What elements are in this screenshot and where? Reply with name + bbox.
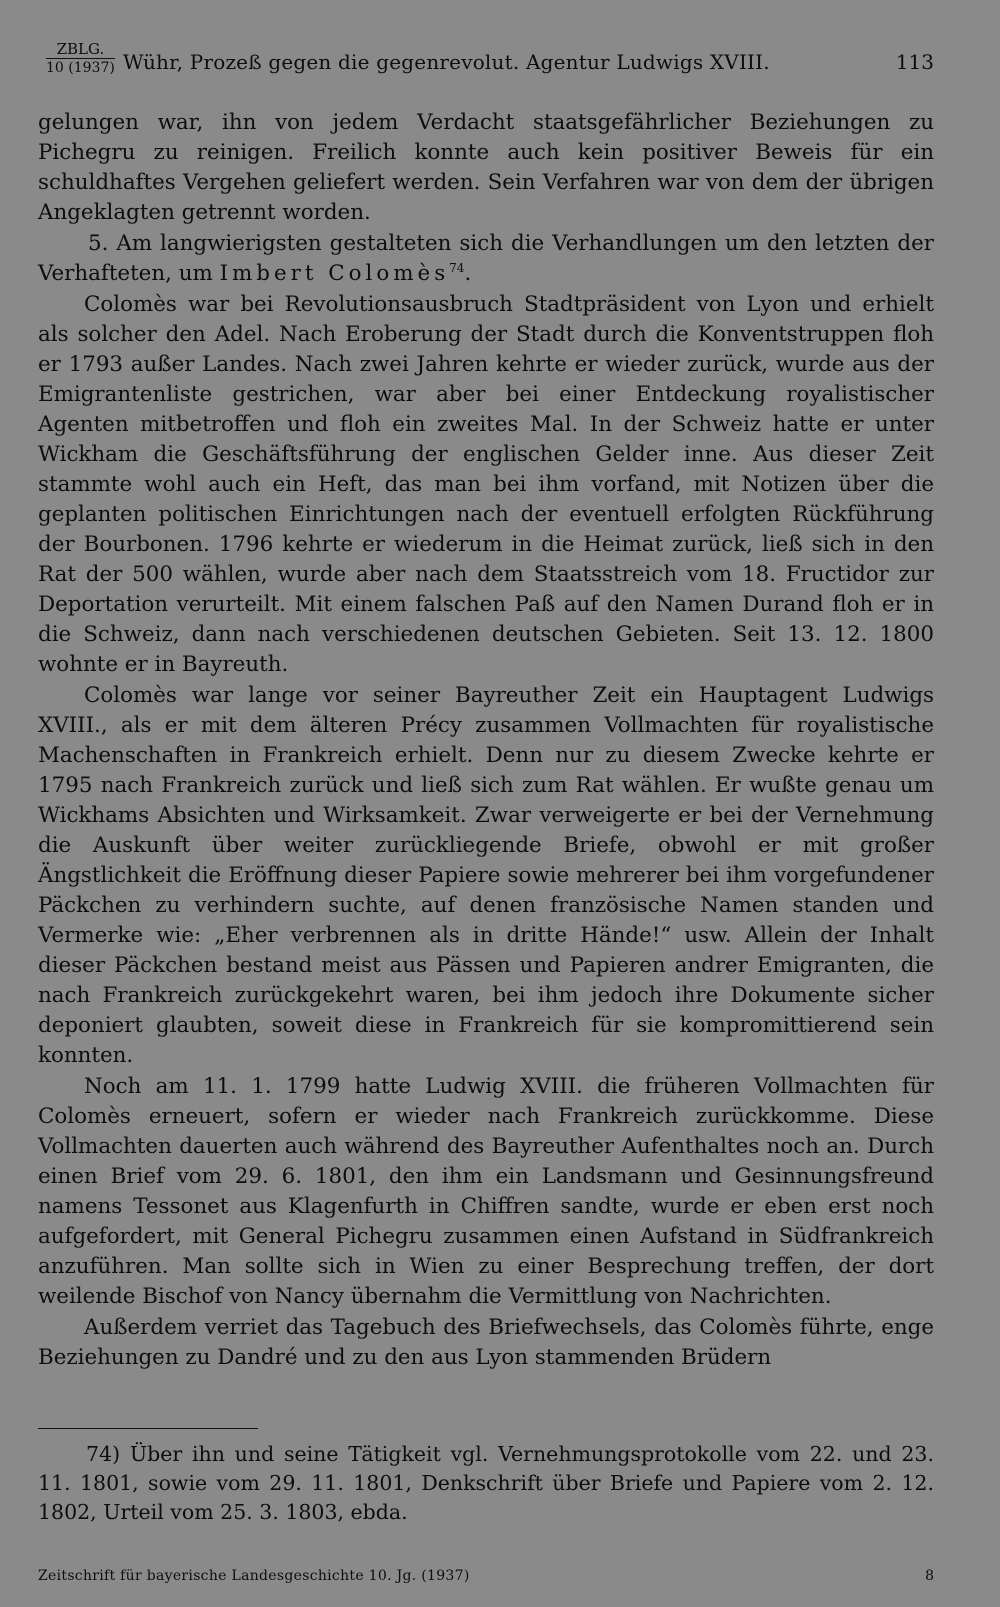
person-name: Imbert Colomès: [219, 261, 450, 286]
footnote-divider: [38, 1428, 258, 1429]
section-5-paragraph: [38, 229, 934, 289]
running-title: Wühr, Prozeß gegen die gegenrevolut. Agentur Ludwigs XVIII.: [123, 50, 770, 74]
section-5-end: .: [464, 261, 472, 286]
footnote-text: Über ihn und seine Tätigkeit vgl. Vernehmungsprotokolle vom 22. und 23. 11. 1801, sowie vom 29. 11. 1801, Denkschrift über Briefe und Papiere vom 2. 12. 1802, Urteil vom 25. 3. 1803, ebda.: [38, 1442, 934, 1524]
section-5-text: 5. Am langwierigsten gestalteten sich die Verhandlungen um den letzten der Verhafteten, um: [38, 231, 934, 286]
footnote-reference[interactable]: 74: [449, 260, 465, 275]
paragraph: Noch am 11. 1. 1799 hatte Ludwig XVIII. die früheren Vollmachten für Colomès erneuert, sofern er wieder nach Frankreich zurückkomme. Diese Vollmachten dauerten auch während des Bayreuther Aufenthaltes noch an. Durch einen Brief vom 29. 6. 1801, den ihm ein Landsmann und Gesinnungsfreund namens Tessonet aus Klagenfurth in Chiffren sandte, wurde er eben erst noch aufgefordert, mit General Pichegru zusammen einen Aufstand in Südfrankreich anzuführen. Man sollte sich in Wien zu einer Besprechung treffen, der dort weilende Bischof von Nancy übernahm die Vermittlung von Nachrichten.: [38, 1074, 934, 1309]
signature-mark: 8: [925, 1568, 934, 1584]
page-number: 113: [895, 50, 934, 74]
page-footer: [38, 1568, 934, 1592]
running-head: [38, 40, 934, 90]
paragraph-continued: gelungen war, ihn von jedem Verdacht staatsgefährlicher Beziehungen zu Pichegru zu reinigen. Freilich konnte auch kein positiver Beweis für ein schuldhaftes Vergehen geliefert werden. Sein Verfahren war von dem der übrigen Angeklagten getrennt worden.: [38, 110, 934, 225]
body-text: [38, 108, 934, 1373]
paragraph: Colomès war lange vor seiner Bayreuther Zeit ein Hauptagent Ludwigs XVIII., als er mit dem älteren Précy zusammen Vollmachten für royalistische Machenschaften in Frankreich erhielt. Denn nur zu diesem Zwecke kehrte er 1795 nach Frankreich zurück und ließ sich zum Rat wählen. Er wußte genau um Wickhams Absichten und Wirksamkeit. Zwar verweigerte er bei der Vernehmung die Auskunft über weiter zurückliegende Briefe, obwohl er mit großer Ängstlichkeit die Eröffnung dieser Papiere sowie mehrerer bei ihm vorgefundener Päckchen zu verhindern suchte, auf denen französische Namen standen und Vermerke wie: „Eher verbrennen als in dritte Hände!“ usw. Allein der Inhalt dieser Päckchen bestand meist aus Pässen und Papieren andrer Emigranten, die nach Frankreich zurückgekehrt waren, bei ihm jedoch ihre Dokumente sicher deponiert glaubten, soweit diese in Frankreich für sie kompromittierend sein konnten.: [38, 683, 934, 1068]
footnote-74: [38, 1440, 934, 1527]
paragraph: Colomès war bei Revolutionsausbruch Stadtpräsident von Lyon und erhielt als solcher den Adel. Nach Eroberung der Stadt durch die Konventstruppen floh er 1793 außer Landes. Nach zwei Jahren kehrte er wieder zurück, wurde aus der Emigrantenliste gestrichen, war aber bei einer Entdeckung royalistischer Agenten mitbetroffen und floh ein zweites Mal. In der Schweiz hatte er unter Wickham die Geschäftsführung der englischen Gelder inne. Aus dieser Zeit stammte wohl auch ein Heft, das man bei ihm vorfand, mit Notizen über die geplanten politischen Einrichtungen nach der eventuell erfolgten Rückführung der Bourbonen. 1796 kehrte er wiederum in die Heimat zurück, ließ sich in den Rat der 500 wählen, wurde aber nach dem Staatsstreich vom 18. Fructidor zur Deportation verurteilt. Mit einem falschen Paß auf den Namen Durand floh er in die Schweiz, dann nach verschiedenen deutschen Gebieten. Seit 13. 12. 1800 wohnte er in Bayreuth.: [38, 292, 934, 677]
footer-journal: Zeitschrift für bayerische Landesgeschichte 10. Jg. (1937): [38, 1568, 470, 1584]
journal-abbreviation: ZBLG.: [46, 40, 115, 59]
journal-volume: 10 (1937): [46, 60, 115, 76]
journal-reference: [46, 40, 115, 77]
footnote-marker: 74): [86, 1442, 121, 1466]
paragraph: Außerdem verriet das Tagebuch des Briefwechsels, das Colomès führte, enge Beziehungen zu Dandré und zu den aus Lyon stammenden Brüdern: [38, 1315, 934, 1370]
